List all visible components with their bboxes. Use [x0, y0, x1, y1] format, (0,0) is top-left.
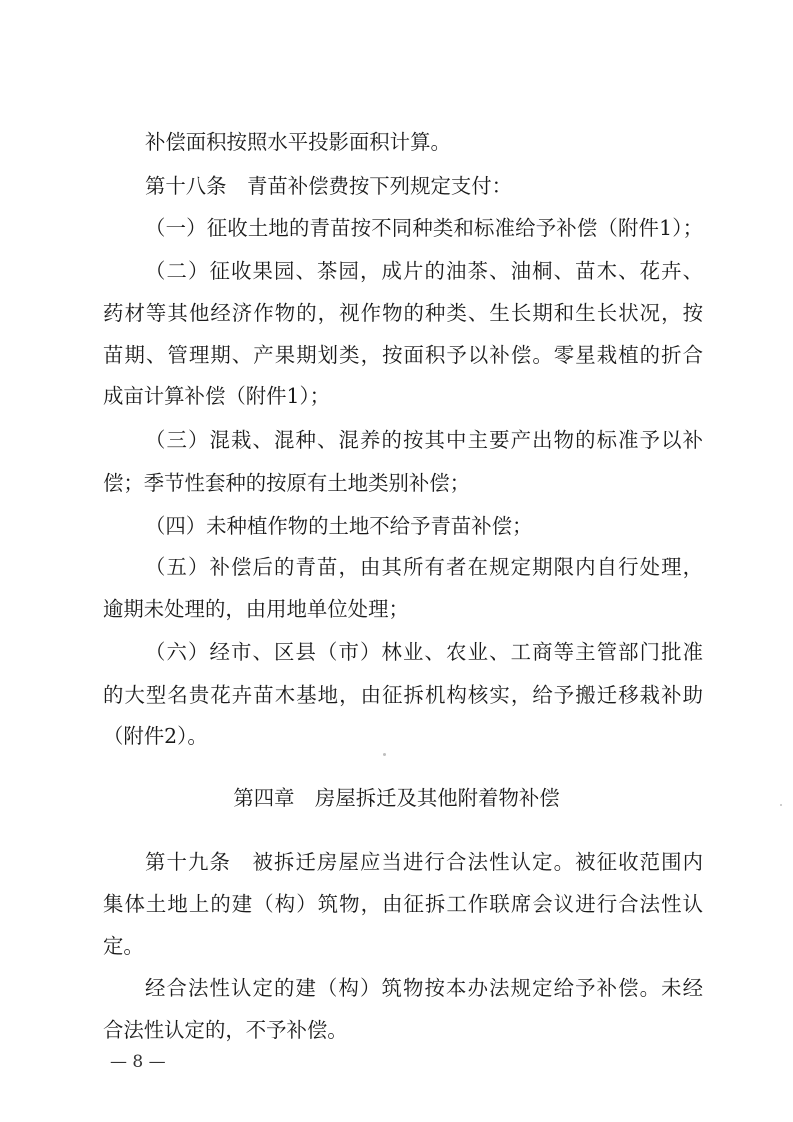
- text-line: 合法性认定的，不予补偿。: [103, 1018, 348, 1042]
- text-line: （五）补偿后的青苗，由其所有者在规定期限内自行处理，: [145, 555, 703, 579]
- scan-speck: [780, 804, 782, 806]
- chapter-heading: 第四章 房屋拆迁及其他附着物补偿: [233, 786, 560, 810]
- text-line: 药材等其他经济作物的，视作物的种类、生长期和生长状况，按: [103, 301, 703, 325]
- text-line: 补偿面积按照水平投影面积计算。: [145, 130, 451, 154]
- text-line: 集体土地上的建（构）筑物，由征拆工作联席会议进行合法性认: [103, 892, 703, 916]
- scan-speck: [383, 753, 386, 756]
- text-line: 定。: [103, 934, 144, 958]
- text-line: （附件2）。: [103, 724, 208, 748]
- text-line: 第十九条 被拆迁房屋应当进行合法性认定。被征收范围内: [145, 850, 703, 874]
- text-line: （六）经市、区县（市）林业、农业、工商等主管部门批准: [145, 640, 703, 664]
- text-line: （三）混栽、混种、混养的按其中主要产出物的标准予以补: [145, 428, 703, 452]
- text-line: （四）未种植作物的土地不给予青苗补偿；: [145, 514, 533, 538]
- text-line: （二）征收果园、茶园，成片的油茶、油桐、苗木、花卉、: [145, 259, 703, 283]
- text-line: （一）征收土地的青苗按不同种类和标准给予补偿（附件1）；: [145, 216, 703, 240]
- article-18-heading: 第十八条 青苗补偿费按下列规定支付：: [145, 174, 513, 198]
- text-line: 苗期、管理期、产果期划类，按面积予以补偿。零星栽植的折合: [103, 343, 703, 367]
- page-number: — 8 —: [110, 1052, 166, 1072]
- text-line: 偿；季节性套种的按原有土地类别补偿；: [103, 471, 471, 495]
- text-line: 逾期未处理的，由用地单位处理；: [103, 597, 409, 621]
- text-line: 的大型名贵花卉苗木基地，由征拆机构核实，给予搬迁移栽补助: [103, 683, 703, 707]
- text-line: 成亩计算补偿（附件1）；: [103, 384, 331, 408]
- text-line: 经合法性认定的建（构）筑物按本办法规定给予补偿。未经: [145, 976, 703, 1000]
